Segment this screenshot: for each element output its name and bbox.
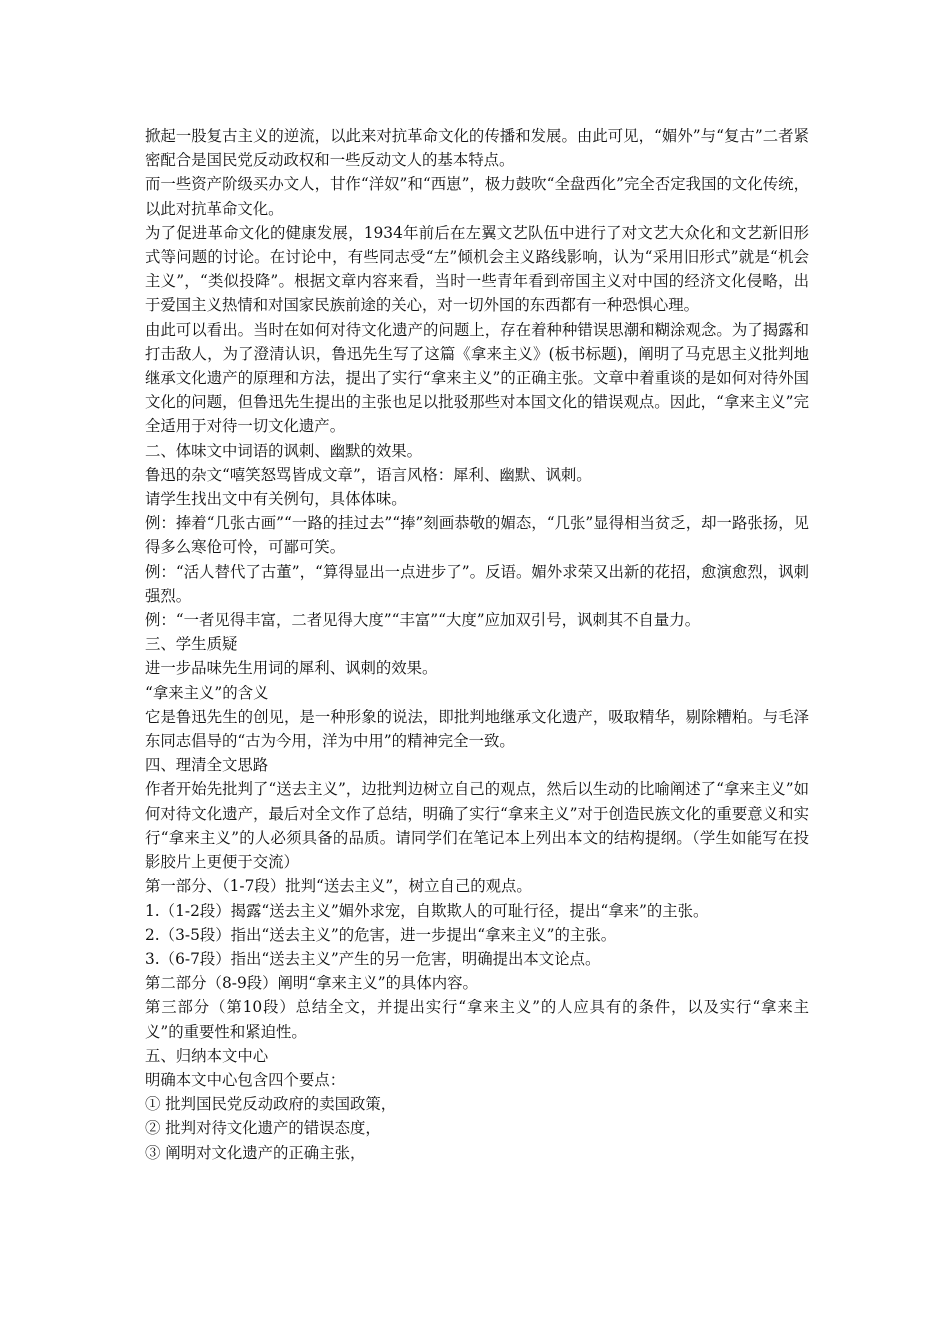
paragraph-lu-xun-purpose: 由此可以看出。当时在如何对待文化遗产的问题上，存在着种种错误思潮和糊涂观念。为了揭露和打击敌人，为了澄清认识，鲁迅先生写了这篇《拿来主义》(板书标题)，阐明了马克思主义批判地继承文化遗产的原理和方法，提出了实行“拿来主义”的正确主张。文章中着重谈的是如何对待外国文化的问题，但鲁迅先生提出的主张也足以批驳那些对本国文化的错误观点。因此，“拿来主义”完全适用于对待一切文化遗产。 [145, 320, 809, 436]
center-point-3: ③ 阐明对文化遗产的正确主张， [145, 1143, 366, 1162]
section-heading-2: 二、体味文中词语的讽刺、幽默的效果。 [145, 441, 423, 460]
outline-part-1: 第一部分、（1-7段）批判“送去主义”，树立自己的观点。 [145, 877, 532, 896]
example-3: 例：“一者见得丰富，二者见得大度”“丰富”“大度”应加双引号，讽刺其不自量力。 [145, 611, 701, 630]
paragraph-1934-discussion: 为了促进革命文化的健康发展，1934年前后在左翼文艺队伍中进行了对文艺大众化和文艺新旧形式等问题的讨论。在讨论中，有些同志受“左”倾机会主义路线影响，认为“采用旧形式”就是“机会主义”，“类似投降”。根据文章内容来看，当时一些青年看到帝国主义对中国的经济文化侵略，出于爱国主义热情和对国家民族前途的关心，对一切外国的东西都有一种恐惧心理。 [145, 223, 809, 315]
example-2: 例：“活人替代了古董”，“算得显出一点进步了”。反语。媚外求荣又出新的花招，愈演愈烈，讽刺强烈。 [145, 562, 809, 605]
paragraph-fugu-summary: 掀起一股复古主义的逆流，以此来对抗革命文化的传播和发展。由此可见，“媚外”与“复古”二者紧密配合是国民党反动政权和一些反动文人的基本特点。 [145, 127, 809, 170]
paragraph-further-taste: 进一步品味先生用词的犀利、讽刺的效果。 [145, 659, 438, 678]
outline-part-2: 第二部分（8-9段）阐明“拿来主义”的具体内容。 [145, 974, 478, 993]
paragraph-center-points: 明确本文中心包含四个要点： [145, 1070, 346, 1089]
paragraph-meaning: 它是鲁迅先生的创见，是一种形象的说法，即批判地继承文化遗产，吸取精华，剔除糟粕。与毛泽东同志倡导的“古为今用，洋为中用”的精神完全一致。 [145, 707, 809, 751]
outline-item-2: 2.（3-5段）指出“送去主义”的危害，进一步提出“拿来主义”的主张。 [145, 925, 617, 944]
paragraph-comprador-literati: 而一些资产阶级买办文人，甘作“洋奴”和“西崽”，极力鼓吹“全盘西化”完全否定我国的文化传统，以此对抗革命文化。 [145, 175, 809, 218]
center-point-2: ② 批判对待文化遗产的错误态度， [145, 1119, 381, 1138]
paragraph-structure-intro: 作者开始先批判了“送去主义”，边批判边树立自己的观点，然后以生动的比喻阐述了“拿来主义”如何对待文化遗产，最后对全文作了总结，明确了实行“拿来主义”对于创造民族文化的重要意义和实行“拿来主义”的人必须具备的品质。请同学们在笔记本上列出本文的结构提纲。（学生如能写在投影胶片上更便于交流） [145, 780, 809, 872]
section-heading-5: 五、归纳本文中心 [145, 1046, 269, 1065]
section-heading-4: 四、理清全文思路 [145, 756, 269, 775]
outline-part-3: 第三部分（第10段）总结全文，并提出实行“拿来主义”的人应具有的条件，以及实行“拿来主义”的重要性和紧迫性。 [145, 998, 809, 1041]
center-point-1: ① 批判国民党反动政府的卖国政策， [145, 1095, 397, 1114]
document-body [145, 124, 809, 1165]
outline-item-3: 3.（6-7段）指出“送去主义”产生的另一危害，明确提出本文论点。 [145, 949, 601, 968]
subheading-meaning: “拿来主义”的含义 [145, 683, 269, 702]
paragraph-find-examples: 请学生找出文中有关例句，具体体味。 [145, 490, 407, 509]
example-1: 例：捧着“几张古画”“一路的挂过去”“捧”刻画恭敬的媚态，“几张”显得相当贫乏，却一路张扬，见得多么寒伧可怜，可鄙可笑。 [145, 514, 809, 557]
paragraph-language-style: 鲁迅的杂文“嘻笑怒骂皆成文章”，语言风格：犀利、幽默、讽刺。 [145, 465, 592, 484]
outline-item-1: 1.（1-2段）揭露“送去主义”媚外求宠，自欺欺人的可耻行径，提出“拿来”的主张。 [145, 901, 709, 920]
section-heading-3: 三、学生质疑 [145, 635, 238, 654]
